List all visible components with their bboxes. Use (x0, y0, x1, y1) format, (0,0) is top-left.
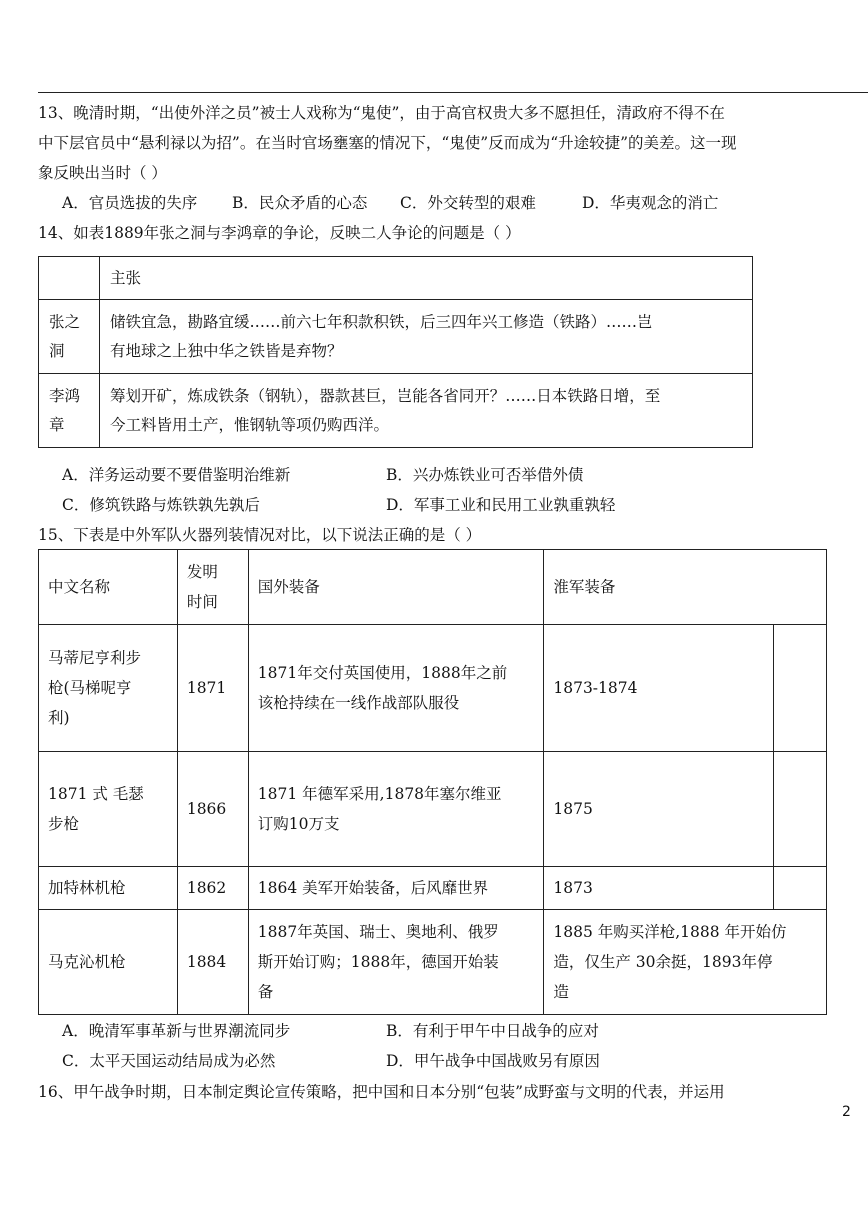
q15-cell-blank (774, 752, 827, 867)
q14-option-c: C．修筑铁路与炼铁孰先孰后 (62, 496, 260, 514)
table-row (39, 910, 827, 1015)
q13-option-d: D．华夷观念的消亡 (582, 194, 719, 212)
q15-header-time: 发明 时间 (177, 550, 248, 625)
table-row (39, 752, 827, 867)
q15-cell-foreign: 1871年交付英国使用，1888年之前 该枪持续在一线作战部队服役 (248, 625, 544, 752)
q15-cell-year: 1884 (177, 910, 248, 1015)
q15-cell-huai: 1875 (544, 752, 774, 867)
page-number: 2 (842, 1104, 851, 1120)
q13-option-a: A．官员选拔的失序 (62, 194, 198, 212)
q15-table (38, 549, 827, 1015)
q15-header-huai: 淮军装备 (544, 550, 827, 625)
q15-stem: 15、下表是中外军队火器列装情况对比，以下说法正确的是（ ） (38, 526, 482, 544)
q15-cell-huai: 1873 (544, 867, 774, 910)
table-row (39, 625, 827, 752)
q15-cell-huai: 1873-1874 (544, 625, 774, 752)
q15-cell-year: 1866 (177, 752, 248, 867)
q14-row-name: 张之 洞 (39, 300, 100, 374)
q14-table (38, 256, 753, 448)
table-row (39, 300, 753, 374)
q13-line-2: 中下层官员中“悬利禄以为招”。在当时官场壅塞的情况下，“鬼使”反而成为“升途较捷”的美差。这一现 (38, 134, 737, 152)
q14-option-a: A．洋务运动要不要借鉴明治维新 (62, 466, 291, 484)
q14-stem: 14、如表1889年张之洞与李鸿章的争论，反映二人争论的问题是（ ） (38, 224, 521, 242)
q15-cell-name: 马克沁机枪 (39, 910, 178, 1015)
q15-cell-name: 加特林机枪 (39, 867, 178, 910)
table-row (39, 550, 827, 625)
q15-option-d: D．甲午战争中国战败另有原因 (386, 1052, 600, 1070)
q15-cell-foreign: 1887年英国、瑞士、奥地利、俄罗 斯开始订购；1888年，德国开始装 备 (248, 910, 544, 1015)
q15-cell-huai: 1885 年购买洋枪,1888 年开始仿 造，仅生产 30余挺，1893年停 造 (544, 910, 827, 1015)
q14-header-claim: 主张 (100, 257, 753, 300)
q13-option-b: B．民众矛盾的心态 (232, 194, 368, 212)
q15-cell-name: 1871 式 毛瑟 步枪 (39, 752, 178, 867)
q15-header-foreign: 国外装备 (248, 550, 544, 625)
q15-cell-year: 1871 (177, 625, 248, 752)
table-row (39, 867, 827, 910)
q15-cell-foreign: 1871 年德军采用,1878年塞尔维亚 订购10万支 (248, 752, 544, 867)
header-rule (38, 92, 868, 93)
q15-cell-foreign: 1864 美军开始装备，后风靡世界 (248, 867, 544, 910)
q16-line-1: 16、甲午战争时期，日本制定舆论宣传策略，把中国和日本分别“包装”成野蛮与文明的代表，并运用 (38, 1083, 725, 1101)
q13-option-c: C．外交转型的艰难 (400, 194, 536, 212)
q15-cell-blank (774, 867, 827, 910)
q14-header-blank (39, 257, 100, 300)
q15-option-c: C．太平天国运动结局成为必然 (62, 1052, 276, 1070)
table-row (39, 374, 753, 448)
q13-line-3: 象反映出当时（ ） (38, 164, 167, 182)
q15-cell-blank (774, 625, 827, 752)
q14-option-d: D．军事工业和民用工业孰重孰轻 (386, 496, 616, 514)
q15-header-name: 中文名称 (39, 550, 178, 625)
q14-row-name: 李鸿 章 (39, 374, 100, 448)
q14-row-claim: 储铁宜急，勘路宜缓……前六七年积款积铁，后三四年兴工修造（铁路）……岂 有地球之上独中华之铁皆是弃物？ (100, 300, 753, 374)
q15-cell-name: 马蒂尼亨利步 枪(马梯呢亨 利) (39, 625, 178, 752)
q14-option-b: B．兴办炼铁业可否举借外债 (386, 466, 584, 484)
q15-cell-year: 1862 (177, 867, 248, 910)
table-row (39, 257, 753, 300)
q13-line-1: 13、晚清时期，“出使外洋之员”被士人戏称为“鬼使”，由于高官权贵大多不愿担任，清政府不得不在 (38, 104, 725, 122)
q15-option-b: B．有利于甲午中日战争的应对 (386, 1022, 599, 1040)
q15-option-a: A．晚清军事革新与世界潮流同步 (62, 1022, 291, 1040)
q14-row-claim: 筹划开矿，炼成铁条（钢轨），器款甚巨，岂能各省同开？……日本铁路日增，至 今工料皆用土产，惟钢轨等项仍购西洋。 (100, 374, 753, 448)
